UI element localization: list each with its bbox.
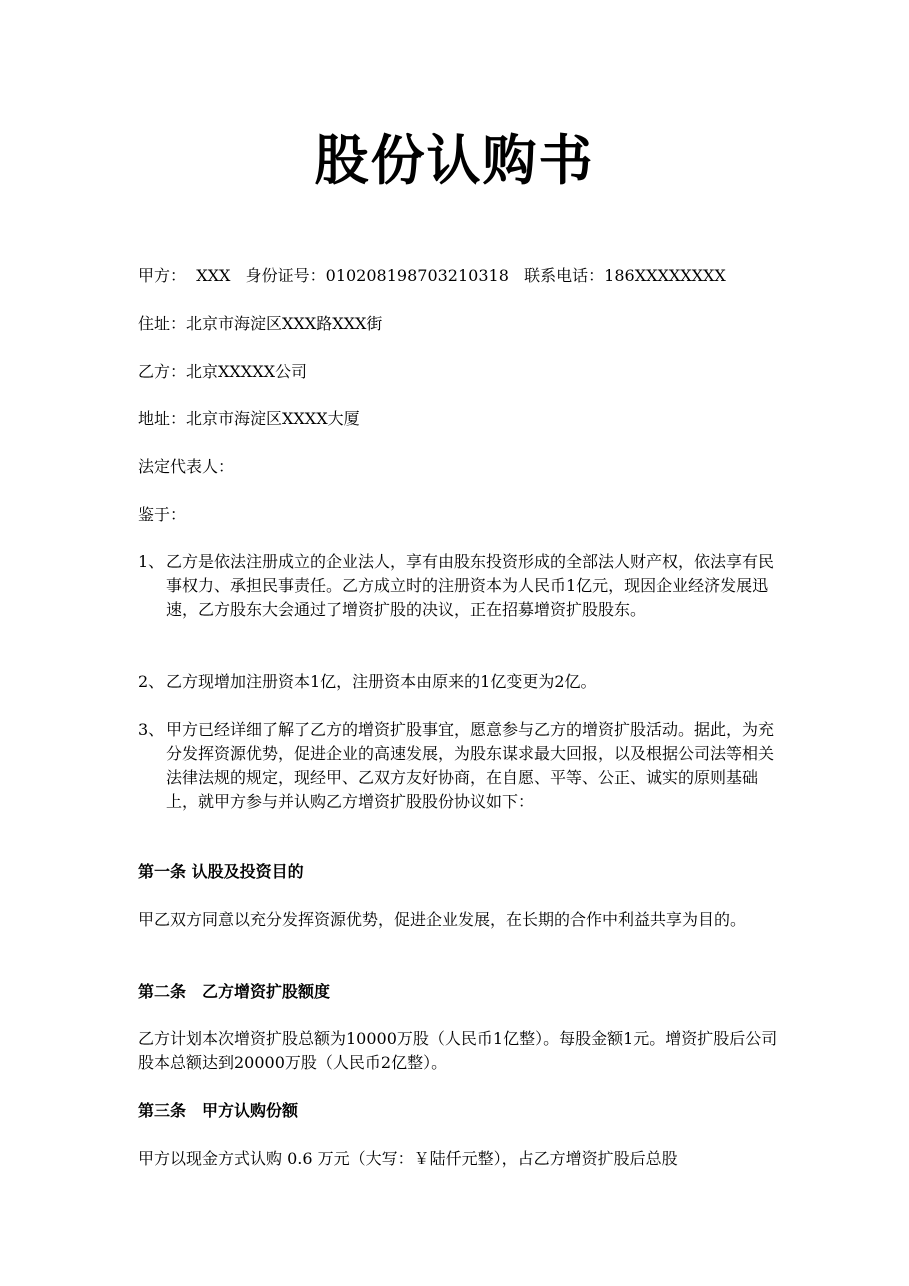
party-b-name: 北京XXXXX公司 <box>186 362 307 381</box>
party-a-name: XXX <box>196 266 231 285</box>
party-b-address: 北京市海淀区XXXX大厦 <box>186 409 360 428</box>
party-a-id-label: 身份证号： <box>245 266 326 285</box>
article-text: 甲方以现金方式认购 0.6 万元（大写：￥陆仟元整），占乙方增资扩股后总股 <box>138 1149 678 1168</box>
party-a-phone-label: 联系电话： <box>524 266 605 285</box>
article-text: 乙方计划本次增资扩股总额为10000万股（人民币1亿整）。每股金额1元。增资扩股后公司股本总额达到20000万股（人民币2亿整）。 <box>138 1029 778 1072</box>
article-text: 甲乙双方同意以充分发挥资源优势，促进企业发展，在长期的合作中利益共享为目的。 <box>138 910 747 929</box>
recital-item <box>138 550 782 622</box>
recital-number: 3、 <box>138 720 165 739</box>
party-b-label: 乙方： <box>138 362 187 381</box>
recital-number: 1、 <box>138 552 165 571</box>
whereas-label: 鉴于： <box>138 505 187 524</box>
article-heading: 第一条 认股及投资目的 <box>138 862 304 881</box>
recital-item <box>138 718 782 814</box>
party-a-label: 甲方： <box>138 266 187 285</box>
party-b-address-label: 地址： <box>138 409 187 428</box>
party-a-phone: 186XXXXXXXX <box>604 266 726 285</box>
document-title: 股份认购书 <box>314 128 595 192</box>
party-b-address-line <box>138 407 360 431</box>
party-a-address-line <box>138 312 382 336</box>
party-a-line <box>138 264 726 288</box>
recital-text: 甲方已经详细了解了乙方的增资扩股事宜，愿意参与乙方的增资扩股活动。据此，为充分发挥资源优势，促进企业的高速发展，为股东谋求最大回报，以及根据公司法等相关法律法规的规定，现经甲、乙双方友好协商，在自愿、平等、公正、诚实的原则基础上，就甲方参与并认购乙方增资扩股股份协议如下： <box>166 720 775 811</box>
recital-text: 乙方是依法注册成立的企业法人，享有由股东投资形成的全部法人财产权，依法享有民事权力、承担民事责任。乙方成立时的注册资本为人民币1亿元，现因企业经济发展迅速，乙方股东大会通过了增资扩股的决议，正在招募增资扩股股东。 <box>166 552 775 619</box>
recital-item <box>138 670 782 694</box>
party-b-line <box>138 360 307 384</box>
article-heading: 第二条 乙方增资扩股额度 <box>138 982 331 1001</box>
party-a-id-number: 010208198703210318 <box>325 266 509 285</box>
party-a-address-label: 住址： <box>138 314 187 333</box>
legal-representative-label: 法定代表人： <box>138 457 235 476</box>
legal-representative-line <box>138 455 234 479</box>
article-heading: 第三条 甲方认购份额 <box>138 1101 299 1120</box>
recital-number: 2、 <box>138 672 165 691</box>
party-a-address: 北京市海淀区XXX路XXX街 <box>186 314 383 333</box>
recital-text: 乙方现增加注册资本1亿，注册资本由原来的1亿变更为2亿。 <box>166 672 597 691</box>
